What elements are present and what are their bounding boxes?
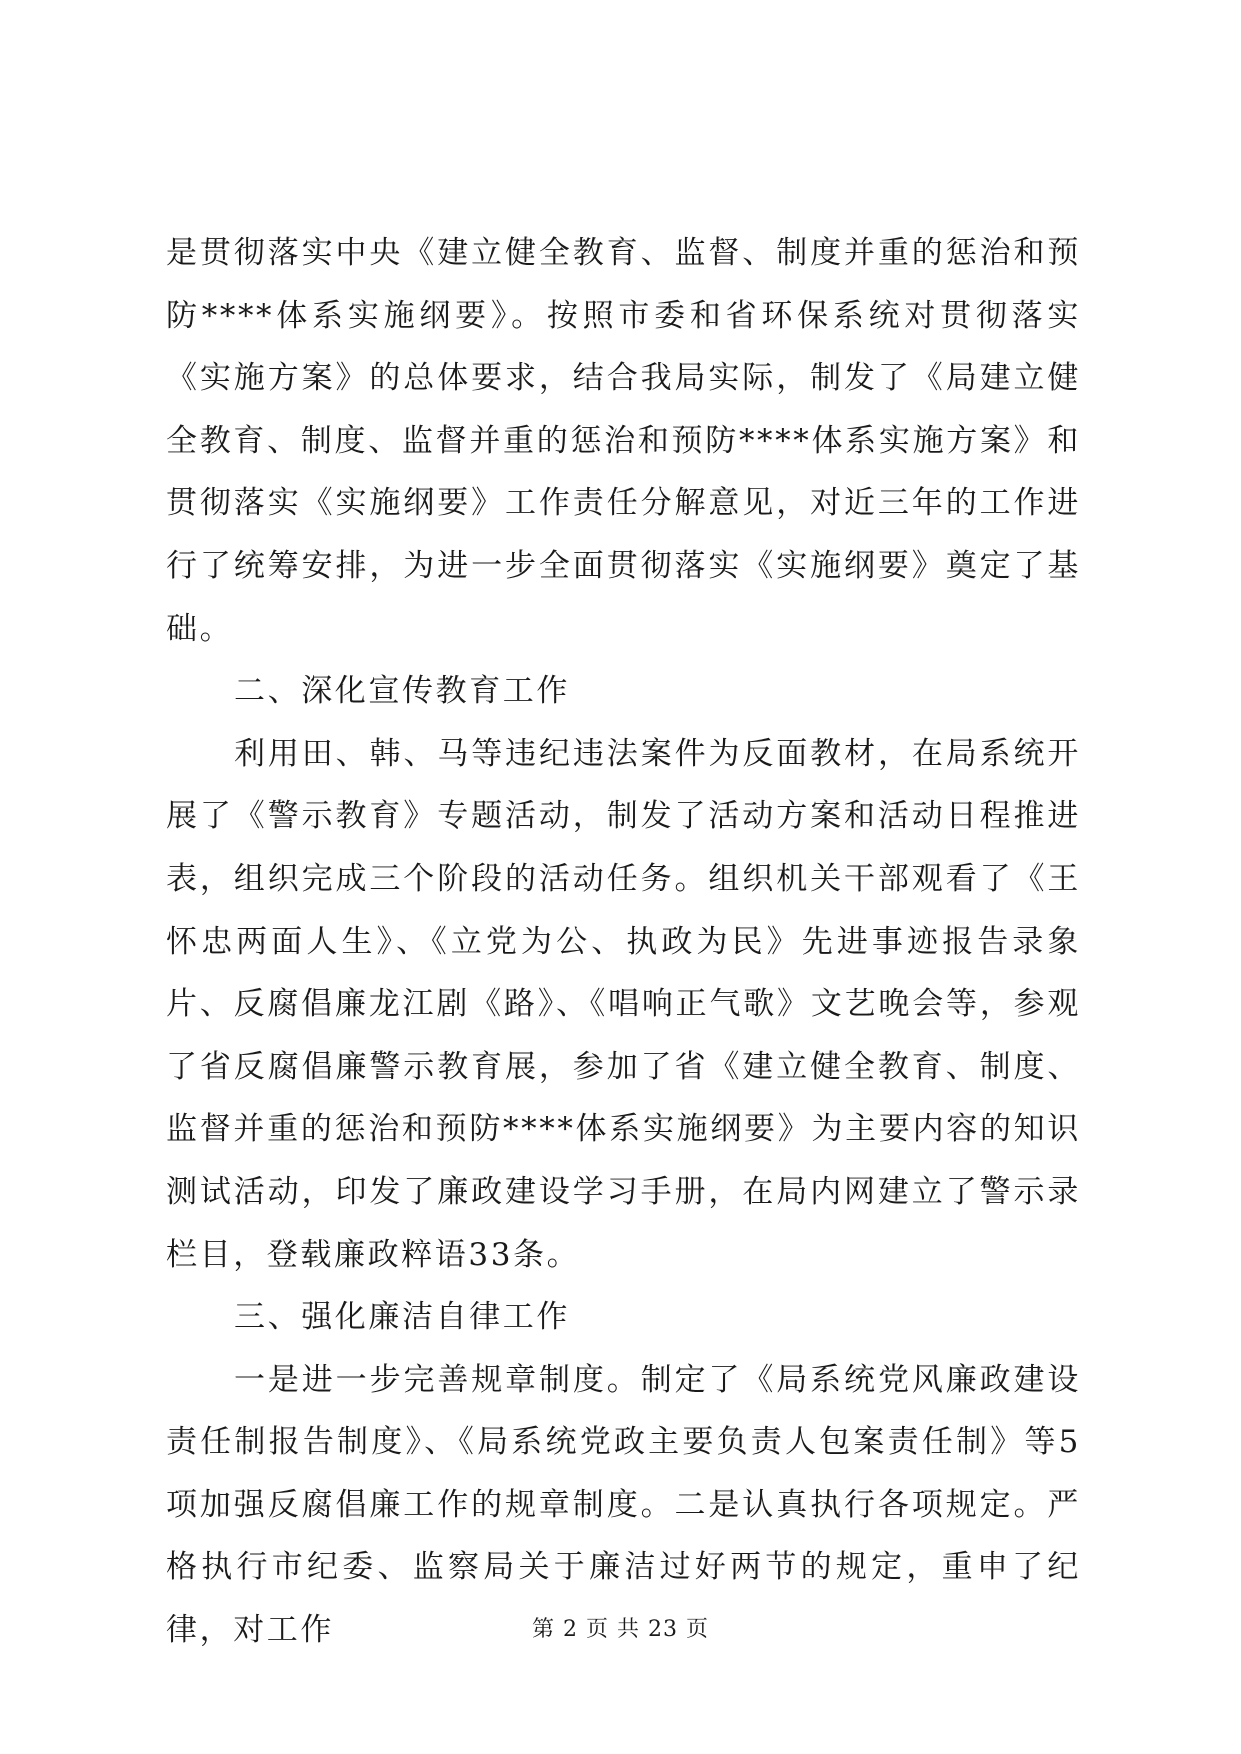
section-heading-3: 三、强化廉洁自律工作: [234, 1299, 570, 1336]
paragraph-intro: 是贯彻落实中央《建立健全教育、监督、制度并重的惩治和预防****体系实施纲要》。按照市委和省环保系统对贯彻落实《实施方案》的总体要求，结合我局实际，制发了《局建立健全教育、制度、监督并重的惩治和预防****体系实施方案》和贯彻落实《实施纲要》工作责任分解意见，对近三年的工作进行了统筹安排，为进一步全面贯彻落实《实施纲要》奠定了基础。: [166, 235, 1081, 647]
document-body: [166, 222, 1081, 1662]
paragraph-education: 利用田、韩、马等违纪违法案件为反面教材，在局系统开展了《警示教育》专题活动，制发了活动方案和活动日程推进表，组织完成三个阶段的活动任务。组织机关干部观看了《王怀忠两面人生》、《立党为公、执政为民》先进事迹报告录象片、反腐倡廉龙江剧《路》、《唱响正气歌》文艺晚会等，参观了省反腐倡廉警示教育展，参加了省《建立健全教育、制度、监督并重的惩治和预防****体系实施纲要》为主要内容的知识测试活动，印发了廉政建设学习手册，在局内网建立了警示录栏目，登载廉政粹语33条。: [166, 735, 1081, 1273]
page-number-footer: 第 2 页 共 23 页: [532, 1617, 709, 1642]
paragraph-self-discipline: 一是进一步完善规章制度。制定了《局系统党风廉政建设责任制报告制度》、《局系统党政主要负责人包案责任制》等5项加强反腐倡廉工作的规章制度。二是认真执行各项规定。严格执行市纪委、监察局关于廉洁过好两节的规定，重申了纪律，对工作: [166, 1361, 1081, 1649]
section-heading-2: 二、深化宣传教育工作: [234, 673, 570, 710]
